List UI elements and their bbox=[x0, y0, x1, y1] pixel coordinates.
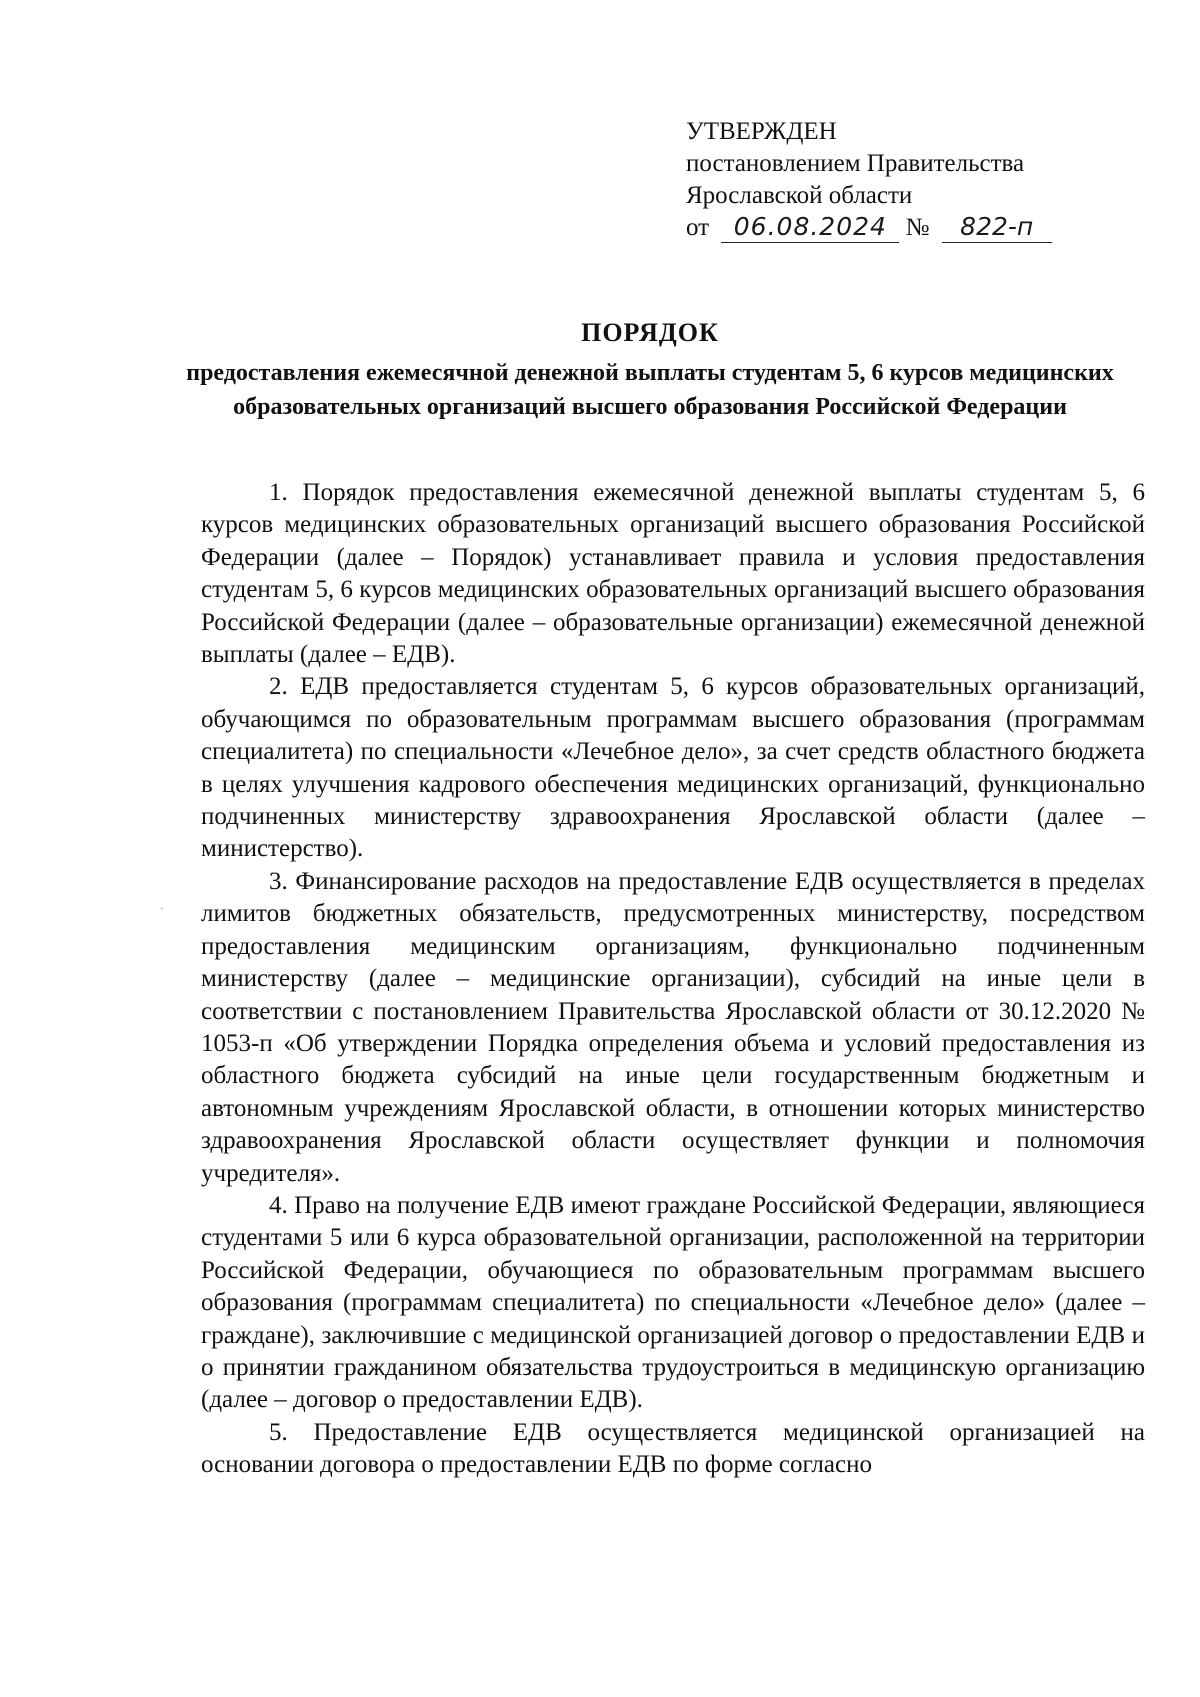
paragraph-4: 4. Право на получение ЕДВ имеют граждане Российской Федерации, являющиеся студентами 5 или 6 курса образовательной организации, расположенной на территории Российской Федерации, обучающиеся по образовательным программам высшего образования (программам специалитета) по специальности «Лечебное дело» (далее – граждане), заключившие с медицинской организацией договор о предоставлении ЕДВ и о принятии гражданином обязательства трудоустроиться в медицинскую организацию (далее – договор о предоставлении ЕДВ). bbox=[201, 1191, 1145, 1414]
paragraph-5: 5. Предоставление ЕДВ осуществляется медицинской организацией на основании договора о предоставлении ЕДВ по форме согласно bbox=[201, 1418, 1145, 1479]
approval-stamp: УТВЕРЖДЕН bbox=[686, 118, 837, 145]
paragraph-1: 1. Порядок предоставления ежемесячной денежной выплаты студентам 5, 6 курсов медицинских образовательных организаций высшего образования Российской Федерации (далее – Порядок) устанавливает правила и условия предоставления студентам 5, 6 курсов медицинских образовательных организаций высшего образования Российской Федерации (далее – образовательные организации) ежемесячной денежной выплаты (далее – ЕДВ). bbox=[201, 479, 1145, 669]
paragraph-2: 2. ЕДВ предоставляется студентам 5, 6 курсов образовательных организаций, обучающимся по образовательным программам высшего образования (программам специалитета) по специальности «Лечебное дело», за счет средств областного бюджета в целях улучшения кадрового обеспечения медицинских организаций, функционально подчиненных министерству здравоохранения Ярославской области (далее – министерство). bbox=[201, 673, 1145, 863]
handwritten-number: 822-п bbox=[942, 212, 1052, 243]
document-body bbox=[201, 477, 1145, 1482]
from-label: от bbox=[686, 214, 710, 241]
document-title: ПОРЯДОК bbox=[581, 318, 719, 347]
document-subtitle: предоставления ежемесячной денежной выплаты студентам 5, 6 курсов медицинских образовательных организаций высшего образования Российской Федерации bbox=[186, 360, 1114, 420]
approval-line-2: Ярославской области bbox=[686, 182, 913, 209]
document-title-block bbox=[150, 316, 1150, 424]
approval-date-line bbox=[686, 212, 1052, 244]
approval-line-1: постановлением Правительства bbox=[686, 150, 1025, 177]
scan-speck: ˎ bbox=[160, 896, 164, 910]
approval-block bbox=[686, 116, 1052, 244]
number-label: № bbox=[905, 214, 930, 241]
handwritten-date: 06.08.2024 bbox=[721, 212, 899, 243]
paragraph-3: 3. Финансирование расходов на предоставление ЕДВ осуществляется в пределах лимитов бюджетных обязательств, предусмотренных министерству, посредством предоставления медицинским организациям, функционально подчиненным министерству (далее – медицинские организации), субсидий на иные цели в соответствии с постановлением Правительства Ярославской области от 30.12.2020 № 1053-п «Об утверждении Порядка определения объема и условий предоставления из областного бюджета субсидий на иные цели государственным бюджетным и автономным учреждениям Ярославской области, в отношении которых министерство здравоохранения Ярославской области осуществляет функции и полномочия учредителя». bbox=[201, 867, 1145, 1187]
